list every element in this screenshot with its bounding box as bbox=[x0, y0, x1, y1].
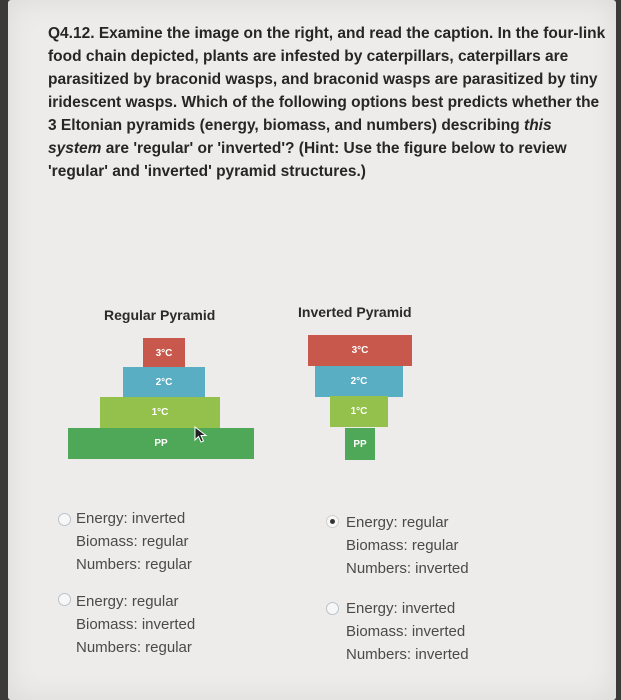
option-1-numbers: Numbers: regular bbox=[76, 556, 192, 573]
mouse-cursor-icon bbox=[194, 426, 208, 444]
question-text bbox=[48, 22, 608, 183]
option-4-biomass: Biomass: inverted bbox=[346, 623, 466, 640]
regular-pyramid-secondary: 2°C bbox=[123, 367, 205, 398]
regular-pyramid-tertiary: 3°C bbox=[143, 338, 185, 369]
question-screen bbox=[8, 0, 616, 700]
option-4-numbers: Numbers: inverted bbox=[346, 646, 469, 663]
option-1-energy: Energy: inverted bbox=[76, 510, 186, 527]
option-2-energy: Energy: regular bbox=[346, 514, 449, 531]
regular-pyramid-title: Regular Pyramid bbox=[104, 307, 216, 323]
option-3[interactable] bbox=[76, 590, 306, 659]
inverted-pyramid-secondary: 2°C bbox=[315, 366, 403, 397]
inverted-pyramid-producer: PP bbox=[345, 428, 375, 460]
question-text-part1: Q4.12. Examine the image on the right, and read the caption. In the four-link food chain depicted, plants are infested by caterpillars, caterpillars are parasitized by braconid wasps, and braconid wasps are parasitized by tiny iridescent wasps. Which of the following options best predicts whether the 3 Eltonian pyramids (energy, biomass, and numbers) describing bbox=[48, 25, 606, 134]
option-2-radio[interactable] bbox=[326, 515, 339, 528]
option-4-radio[interactable] bbox=[326, 602, 339, 615]
question-text-part2: are 'regular' or 'inverted'? (Hint: Use the figure below to review 'regular' and 'inverted' pyramid structures.) bbox=[48, 140, 567, 180]
option-3-biomass: Biomass: inverted bbox=[76, 616, 196, 633]
option-3-radio[interactable] bbox=[58, 593, 71, 606]
regular-pyramid-producer: PP bbox=[68, 428, 254, 459]
option-2[interactable] bbox=[346, 511, 576, 580]
option-1[interactable] bbox=[76, 507, 306, 576]
inverted-pyramid-title: Inverted Pyramid bbox=[298, 304, 412, 320]
option-4[interactable] bbox=[346, 597, 576, 666]
option-1-radio[interactable] bbox=[58, 513, 71, 526]
option-4-energy: Energy: inverted bbox=[346, 600, 456, 617]
inverted-pyramid-tertiary: 3°C bbox=[308, 335, 412, 366]
option-3-energy: Energy: regular bbox=[76, 593, 179, 610]
option-2-numbers: Numbers: inverted bbox=[346, 560, 469, 577]
option-2-biomass: Biomass: regular bbox=[346, 537, 459, 554]
regular-pyramid-primary: 1°C bbox=[100, 397, 220, 428]
option-3-numbers: Numbers: regular bbox=[76, 639, 192, 656]
inverted-pyramid-primary: 1°C bbox=[330, 396, 388, 427]
option-1-biomass: Biomass: regular bbox=[76, 533, 189, 550]
question-text-emphasis: this system bbox=[48, 117, 552, 157]
